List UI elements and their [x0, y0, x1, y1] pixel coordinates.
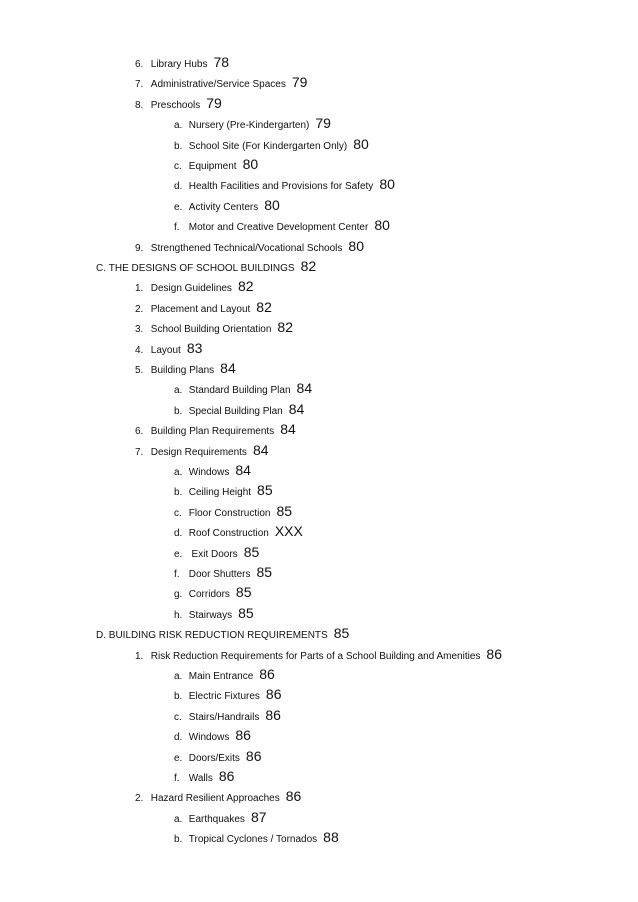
- toc-page-number: 85: [257, 482, 273, 498]
- toc-entry-number: 5.: [135, 365, 144, 376]
- toc-entry-label: BUILDING RISK REDUCTION REQUIREMENTS: [106, 630, 328, 641]
- toc-page-number: 85: [243, 544, 260, 560]
- toc-entry-number: 1.: [135, 283, 144, 294]
- toc-page-number: 78: [213, 54, 230, 70]
- toc-page-number: 86: [245, 748, 262, 764]
- toc-entry-number: f.: [174, 569, 180, 580]
- toc-entry: [135, 786, 301, 806]
- toc-entry-label: Equipment: [186, 161, 237, 172]
- toc-entry: [174, 195, 280, 215]
- toc-page-number: 86: [235, 727, 251, 743]
- toc-page-number: 87: [250, 809, 267, 825]
- toc-entry-number: 2.: [135, 304, 144, 315]
- toc-entry-label: Doors/Exits: [186, 753, 240, 764]
- toc-page-number: 80: [353, 136, 369, 152]
- toc-page-number: 82: [300, 258, 317, 274]
- toc-entry-label: Building Plan Requirements: [148, 426, 275, 437]
- toc-entry-number: a.: [174, 814, 183, 825]
- toc-entry-number: a.: [174, 120, 183, 131]
- toc-entry: [174, 542, 259, 562]
- toc-entry-number: b.: [174, 834, 183, 845]
- toc-section-heading: [96, 256, 316, 276]
- toc-page-number: 85: [256, 564, 273, 580]
- toc-entry-label: Earthquakes: [186, 814, 245, 825]
- toc-page-number: 82: [237, 278, 254, 294]
- toc-entry: [174, 684, 281, 704]
- toc-entry-number: c.: [174, 508, 182, 519]
- toc-entry: [135, 72, 307, 92]
- toc-entry-number: 7.: [135, 79, 144, 90]
- toc-entry-number: h.: [174, 610, 183, 621]
- toc-entry-label: Layout: [148, 345, 181, 356]
- toc-entry-number: b.: [174, 487, 183, 498]
- toc-entry: [174, 113, 331, 133]
- toc-entry-label: Motor and Creative Development Center: [186, 222, 369, 233]
- toc-entry-number: 1.: [135, 651, 144, 662]
- toc-entry-label: Hazard Resilient Approaches: [148, 793, 280, 804]
- toc-entry-label: Strengthened Technical/Vocational Schools: [148, 243, 343, 254]
- toc-entry-number: d.: [174, 732, 183, 743]
- toc-entry-label: Electric Fixtures: [186, 691, 260, 702]
- toc-entry-number: e.: [174, 202, 183, 213]
- toc-page-number: 82: [277, 319, 293, 335]
- toc-page-number: XXX: [274, 523, 303, 539]
- toc-entry: [174, 582, 251, 602]
- toc-entry-number: 6.: [135, 426, 144, 437]
- toc-entry: [174, 399, 304, 419]
- toc-page-number: 84: [235, 462, 251, 478]
- toc-entry-number: c.: [174, 712, 182, 723]
- toc-entry: [174, 215, 390, 235]
- toc-entry-number: e.: [174, 549, 183, 560]
- toc-entry-label: Stairs/Handrails: [186, 712, 260, 723]
- toc-page-number: 84: [280, 421, 296, 437]
- toc-entry: [174, 501, 292, 521]
- toc-entry-label: THE DESIGNS OF SCHOOL BUILDINGS: [106, 263, 295, 274]
- toc-page-number: 86: [486, 646, 502, 662]
- toc-entry: [174, 134, 369, 154]
- toc-entry-number: 9.: [135, 243, 144, 254]
- toc-page-number: 85: [333, 625, 350, 641]
- toc-entry: [174, 705, 281, 725]
- toc-entry: [135, 419, 296, 439]
- toc-entry: [174, 154, 258, 174]
- toc-page-number: 79: [291, 74, 308, 90]
- toc-entry: [174, 460, 251, 480]
- toc-entry: [135, 52, 229, 72]
- toc-entry: [174, 521, 303, 541]
- toc-entry-label: Stairways: [186, 610, 233, 621]
- toc-entry-label: Administrative/Service Spaces: [148, 79, 286, 90]
- toc-page-number: 85: [235, 584, 252, 600]
- toc-page-number: 84: [296, 380, 313, 396]
- toc-entry-number: d.: [174, 181, 183, 192]
- toc-entry-label: Ceiling Height: [186, 487, 252, 498]
- toc-entry-number: f.: [174, 773, 180, 784]
- toc-entry: [135, 297, 272, 317]
- toc-entry-label: Library Hubs: [148, 59, 208, 70]
- toc-entry-number: 8.: [135, 100, 144, 111]
- toc-entry-number: D.: [96, 630, 106, 641]
- toc-entry-number: 7.: [135, 447, 144, 458]
- toc-page-number: 80: [242, 156, 259, 172]
- toc-entry-label: Roof Construction: [186, 528, 269, 539]
- toc-entry-label: Tropical Cyclones / Tornados: [186, 834, 318, 845]
- toc-entry-number: b.: [174, 141, 183, 152]
- toc-entry: [174, 827, 339, 847]
- toc-entry-label: Activity Centers: [186, 202, 259, 213]
- toc-entry: [174, 603, 254, 623]
- toc-entry: [135, 440, 269, 460]
- toc-entry: [174, 807, 267, 827]
- toc-entry-number: b.: [174, 691, 183, 702]
- toc-page-number: 80: [374, 217, 390, 233]
- toc-entry-number: b.: [174, 406, 183, 417]
- toc-entry-label: Risk Reduction Requirements for Parts of a School Building and Amenities: [148, 651, 481, 662]
- toc-entry-label: Design Guidelines: [148, 283, 232, 294]
- toc-entry-label: Walls: [186, 773, 213, 784]
- toc-entry-label: Placement and Layout: [148, 304, 251, 315]
- toc-entry: [174, 746, 261, 766]
- toc-entry-label: Design Requirements: [148, 447, 247, 458]
- toc-page-number: 80: [379, 176, 395, 192]
- toc-entry-label: Exit Doors: [186, 549, 238, 560]
- toc-entry: [174, 725, 251, 745]
- toc-page-number: 83: [186, 340, 203, 356]
- toc-entry-label: School Site (For Kindergarten Only): [186, 141, 348, 152]
- toc-entry-label: Door Shutters: [186, 569, 251, 580]
- toc-entry: [174, 766, 234, 786]
- toc-page-number: 86: [218, 768, 235, 784]
- toc-entry-label: Floor Construction: [186, 508, 271, 519]
- toc-entry: [135, 276, 254, 296]
- toc-entry-number: 4.: [135, 345, 144, 356]
- toc-page-number: 86: [285, 788, 302, 804]
- toc-entry-number: C.: [96, 263, 106, 274]
- toc-page-number: 85: [238, 605, 254, 621]
- toc-entry-number: a.: [174, 467, 183, 478]
- toc-entry-number: a.: [174, 671, 183, 682]
- toc-page-number: 82: [256, 299, 272, 315]
- toc-entry: [174, 480, 273, 500]
- toc-entry-number: c.: [174, 161, 182, 172]
- toc-entry-label: Health Facilities and Provisions for Safety: [186, 181, 374, 192]
- toc-page-number: 80: [264, 197, 280, 213]
- toc-entry-label: Windows: [186, 467, 230, 478]
- toc-page-number: 84: [220, 360, 236, 376]
- toc-entry: [174, 562, 272, 582]
- toc-page-number: 79: [315, 115, 331, 131]
- toc-entry-label: Windows: [186, 732, 230, 743]
- toc-entry: [135, 338, 202, 358]
- toc-entry-number: 2.: [135, 793, 144, 804]
- toc-entry: [174, 174, 395, 194]
- toc-page-number: 85: [276, 503, 293, 519]
- toc-entry-label: Special Building Plan: [186, 406, 283, 417]
- toc-entry-number: 3.: [135, 324, 144, 335]
- toc-page-number: 88: [323, 829, 339, 845]
- toc-entry: [135, 644, 502, 664]
- toc-entry-number: g.: [174, 589, 183, 600]
- toc-page-number: 86: [265, 707, 281, 723]
- toc-entry: [135, 93, 222, 113]
- toc-entry: [174, 378, 312, 398]
- toc-entry-label: Corridors: [186, 589, 230, 600]
- toc-page-number: 79: [206, 95, 222, 111]
- toc-entry-label: Nursery (Pre-Kindergarten): [186, 120, 310, 131]
- toc-page-number: 84: [252, 442, 269, 458]
- toc-entry-number: f.: [174, 222, 180, 233]
- toc-entry-number: a.: [174, 385, 183, 396]
- toc-entry: [135, 358, 236, 378]
- toc-entry-label: Standard Building Plan: [186, 385, 291, 396]
- toc-entry-number: d.: [174, 528, 183, 539]
- toc-entry-label: Main Entrance: [186, 671, 254, 682]
- toc-page-number: 86: [259, 666, 275, 682]
- toc-entry: [135, 317, 293, 337]
- toc-entry: [174, 664, 275, 684]
- toc-entry-number: e.: [174, 753, 183, 764]
- toc-section-heading: [96, 623, 349, 643]
- toc-page-number: 84: [288, 401, 305, 417]
- toc-entry-number: 6.: [135, 59, 144, 70]
- toc-page-number: 80: [348, 238, 364, 254]
- toc-entry-label: Building Plans: [148, 365, 215, 376]
- toc-entry-label: School Building Orientation: [148, 324, 272, 335]
- toc-entry: [135, 236, 364, 256]
- toc-entry-label: Preschools: [148, 100, 201, 111]
- toc-page-number: 86: [265, 686, 282, 702]
